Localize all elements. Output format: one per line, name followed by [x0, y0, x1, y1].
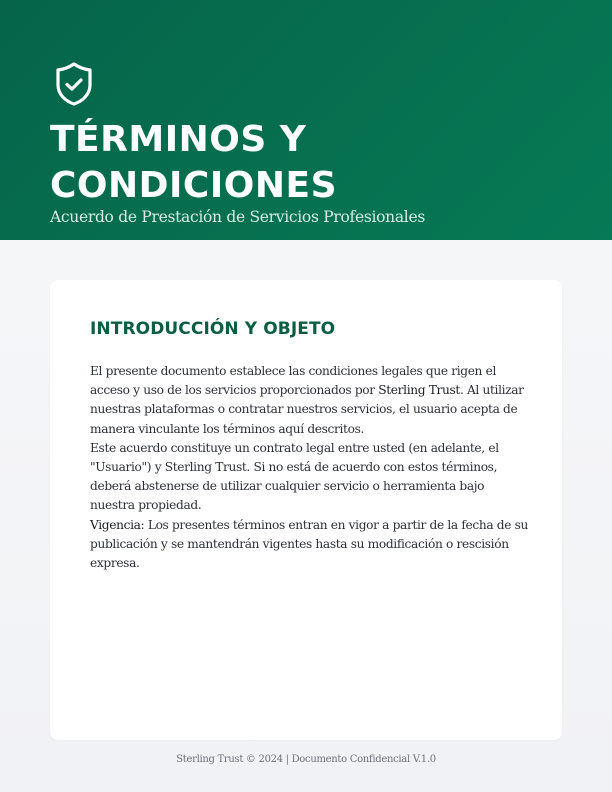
content-card [50, 280, 562, 740]
title-line-1: TÉRMINOS Y [50, 119, 307, 160]
paragraph-2: Este acuerdo constituye un contrato legal entre usted (en adelante, el "Usuario") y Sterling Trust. Si no está de acuerdo con estos términos, deberá abstenerse de utilizar cualquier servicio o herramienta bajo nuestra propiedad. [90, 440, 499, 513]
section-body [90, 362, 530, 573]
page-title [50, 117, 570, 209]
paragraph-1-text-b: . Al utilizar nuestras plataformas o contratar nuestros servicios, el usuario acepta de manera vinculante los términos aquí descritos. [90, 383, 524, 436]
paragraph-1 [90, 362, 530, 439]
paragraph-3-text: Los presentes términos entran en vigor a partir de la fecha de su publicación y se mantendrán vigentes hasta su modificación o rescisión expresa. [90, 517, 529, 571]
header-banner [0, 0, 612, 240]
section-title: INTRODUCCIÓN Y OBJETO [90, 319, 336, 339]
paragraph-1-text-a: El presente documento establece las condiciones legales que rigen el acceso y uso de los servicios proporcionados por [90, 364, 496, 398]
shield-check-icon [54, 61, 94, 107]
vigencia-label: Vigencia: [90, 517, 145, 532]
title-line-2: CONDICIONES [50, 165, 337, 206]
page-subtitle: Acuerdo de Prestación de Servicios Profesionales [50, 208, 425, 226]
company-name: Sterling Trust [378, 383, 460, 398]
footer-text: Sterling Trust © 2024 | Documento Confidencial V.1.0 [176, 754, 436, 765]
paragraph-3 [90, 516, 530, 574]
